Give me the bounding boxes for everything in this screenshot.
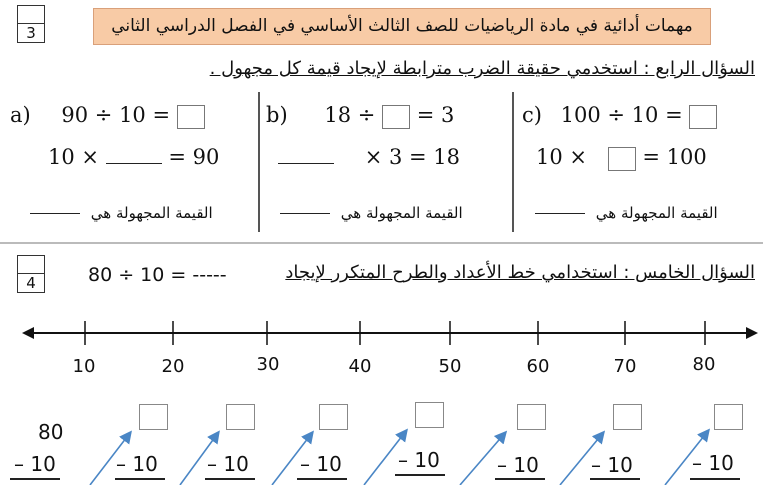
tick-label: 50 xyxy=(438,356,462,377)
arrow-left-icon xyxy=(22,327,34,339)
item-letter: b) xyxy=(266,103,288,127)
arrows-layer xyxy=(0,425,763,485)
equation-text: × 3 = 18 xyxy=(364,145,460,169)
tick-label: 10 xyxy=(72,356,96,377)
tick-label: 30 xyxy=(256,354,280,375)
item-letter: a) xyxy=(10,103,31,127)
answer-box[interactable] xyxy=(608,147,636,171)
tick-label: 70 xyxy=(613,356,637,377)
page-title: مهمات أدائية في مادة الرياضيات للصف الثالث الأساسي في الفصل الدراسي الثاني xyxy=(93,8,711,45)
arrow-icon xyxy=(180,433,218,485)
answer-box[interactable] xyxy=(382,105,410,129)
column-divider xyxy=(258,92,260,232)
start-value: 80 xyxy=(38,420,64,444)
page-number: 4 xyxy=(26,274,36,292)
unknown-value-c xyxy=(535,204,718,222)
unknown-value-a xyxy=(30,204,213,222)
score-box-4 xyxy=(17,255,45,293)
arrow-icon xyxy=(665,431,708,485)
equation-text: 10 × xyxy=(48,145,99,169)
page-number: 3 xyxy=(26,24,36,42)
equation-text: = 3 xyxy=(416,103,455,127)
answer-line[interactable] xyxy=(535,213,585,214)
tick-label: 80 xyxy=(692,354,716,375)
subtract-label: – 10 xyxy=(207,452,249,476)
subtract-label: – 10 xyxy=(497,453,539,477)
answer-label: القيمة المجهولة هي xyxy=(595,204,718,222)
subtract-label: – 10 xyxy=(692,451,734,475)
unknown-value-b xyxy=(280,204,463,222)
arrow-icon xyxy=(560,433,603,485)
answer-box[interactable] xyxy=(177,105,205,129)
item-b-line1 xyxy=(266,103,454,129)
subtract-label: – 10 xyxy=(116,452,158,476)
item-c-line1 xyxy=(522,103,717,129)
number-line xyxy=(0,318,763,350)
answer-blank[interactable] xyxy=(278,163,334,164)
tick-label: 60 xyxy=(526,356,550,377)
arrow-icon xyxy=(272,433,312,485)
answer-line[interactable] xyxy=(280,213,330,214)
item-b-line2 xyxy=(278,145,460,169)
answer-label: القيمة المجهولة هي xyxy=(340,204,463,222)
equation-text: 90 ÷ 10 = xyxy=(61,103,171,127)
subtract-label: – 10 xyxy=(300,452,342,476)
answer-box[interactable] xyxy=(689,105,717,129)
equation-text: = 100 xyxy=(642,145,707,169)
answer-label: القيمة المجهولة هي xyxy=(90,204,213,222)
equation-text: 100 ÷ 10 = xyxy=(560,103,683,127)
item-a-line2 xyxy=(48,145,219,169)
equation-text: = 90 xyxy=(168,145,220,169)
item-letter: c) xyxy=(522,103,542,127)
arrow-icon xyxy=(460,433,505,485)
answer-line[interactable] xyxy=(30,213,80,214)
section-divider xyxy=(0,242,763,244)
subtract-label: – 10 xyxy=(14,452,56,476)
arrow-icon xyxy=(90,433,130,485)
item-c-line2 xyxy=(536,145,707,171)
answer-blank[interactable] xyxy=(106,163,162,164)
tick-label: 40 xyxy=(348,356,372,377)
equation-text: 10 × xyxy=(536,145,587,169)
score-box-3 xyxy=(17,5,45,43)
question-5-title: السؤال الخامس : استخدامي خط الأعداد والطرح المتكرر لإيجاد xyxy=(285,262,755,283)
question-4-title: السؤال الرابع : استخدمي حقيقة الضرب مترابطة لإيجاد قيمة كل مجهول . xyxy=(209,58,755,79)
tick-label: 20 xyxy=(161,356,185,377)
column-divider xyxy=(512,92,514,232)
subtract-label: – 10 xyxy=(398,448,440,472)
item-a-line1 xyxy=(10,103,205,129)
subtract-label: – 10 xyxy=(591,453,633,477)
equation-text: 18 ÷ xyxy=(324,103,376,127)
arrow-right-icon xyxy=(746,327,758,339)
question-5-equation: 80 ÷ 10 = ----- xyxy=(88,264,227,286)
arrow-icon xyxy=(364,431,406,485)
